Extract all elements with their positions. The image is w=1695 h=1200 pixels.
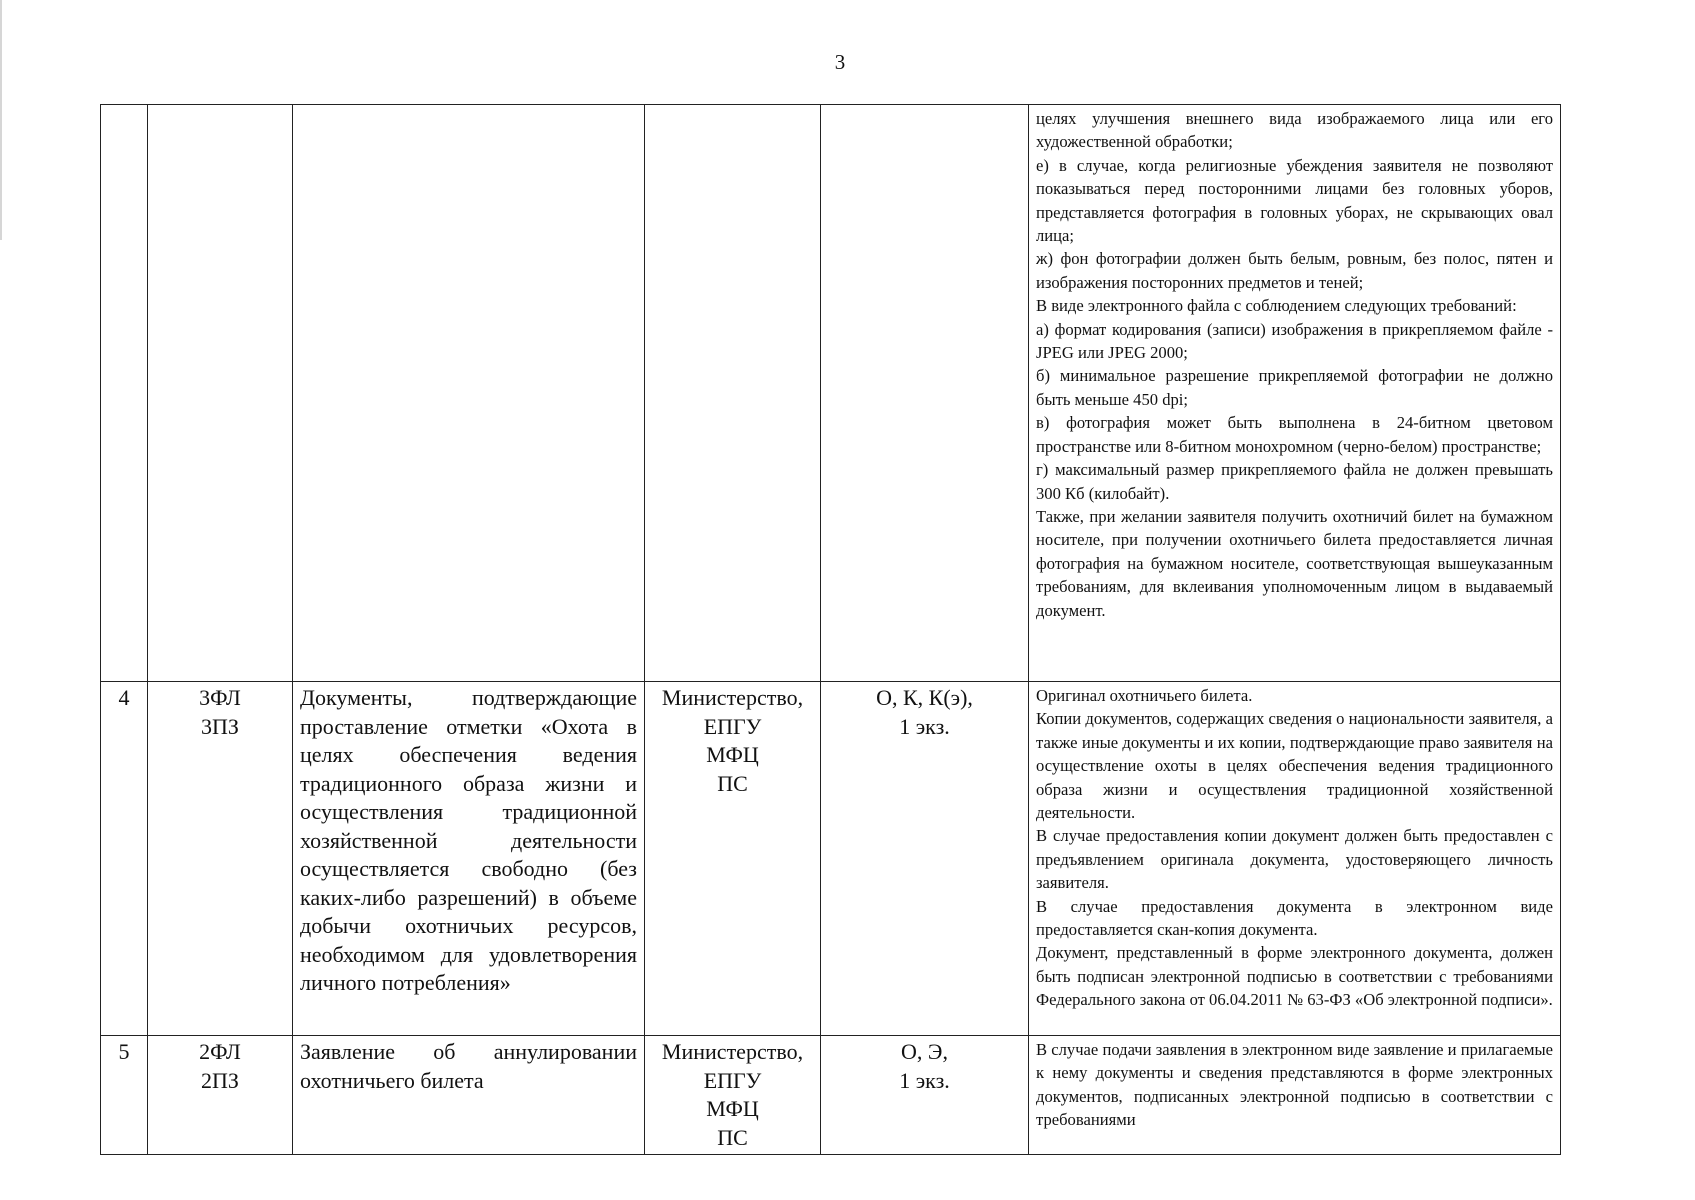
document-name-cell xyxy=(293,105,645,682)
row-number-cell: 4 xyxy=(101,682,148,1036)
form-line: 1 экз. xyxy=(899,713,950,739)
row-number-cell: 5 xyxy=(101,1036,148,1155)
table-row xyxy=(101,1036,1561,1155)
requirement-paragraph: е) в случае, когда религиозные убеждения заявителя не позволяют показываться перед посторонними лицами без головных уборов, представляется фотография в головных уборах, не скрывающих овал лица; xyxy=(1036,155,1553,246)
requirement-paragraph: В случае предоставления копии документ должен быть предоставлен с предъявлением оригинала документа, удостоверяющего личность заявителя. xyxy=(1036,826,1553,893)
row-number-cell xyxy=(101,105,148,682)
table-row xyxy=(101,682,1561,1036)
form-cell xyxy=(821,682,1029,1036)
requirement-paragraph: а) формат кодирования (записи) изображения в прикрепляемом файле - JPEG или JPEG 2000; xyxy=(1036,319,1553,363)
code-line: 2ФЛ xyxy=(199,1039,241,1064)
form-line: О, Э, xyxy=(901,1039,948,1064)
page-number: 3 xyxy=(834,50,846,74)
scan-edge-mark xyxy=(0,0,2,240)
requirement-paragraph: В случае предоставления документа в электронном виде предоставляется скан-копия документа. xyxy=(1036,896,1553,940)
table-row xyxy=(101,105,1561,682)
form-line: 1 экз. xyxy=(899,1067,950,1093)
code-line: 3ФЛ xyxy=(199,685,241,710)
requirements-cell xyxy=(1029,105,1561,682)
requirement-paragraph: в) фотография может быть выполнена в 24-битном цветовом пространстве или 8-битном монохромном (черно-белом) пространстве; xyxy=(1036,413,1553,456)
form-line: О, К, К(э), xyxy=(876,685,973,710)
code-line: 3ПЗ xyxy=(201,713,239,739)
source-line: ЕПГУ xyxy=(703,1067,762,1093)
code-cell xyxy=(148,682,293,1036)
requirements-cell xyxy=(1029,682,1561,1036)
source-line: Министерство, xyxy=(661,1039,804,1064)
documents-table xyxy=(100,104,1561,1155)
requirement-paragraph: Копии документов, содержащих сведения о национальности заявителя, а также иные документы и их копии, подтверждающие право заявителя на осуществление охоты в целях обеспечения ведения традиционного образа жизни и осуществления традиционной хозяйственной деятельности. xyxy=(1036,709,1553,823)
source-cell xyxy=(645,1036,821,1155)
source-line: ПС xyxy=(717,770,748,796)
code-cell xyxy=(148,1036,293,1155)
source-line: ЕПГУ xyxy=(703,713,762,739)
requirements-cell xyxy=(1029,1036,1561,1155)
source-cell xyxy=(645,105,821,682)
requirement-paragraph: б) минимальное разрешение прикрепляемой фотографии не должно быть меньше 450 dpi; xyxy=(1036,366,1553,409)
form-cell xyxy=(821,105,1029,682)
document-name-cell: Документы, подтверждающие проставление отметки «Охота в целях обеспечения ведения традиционного образа жизни и осуществления традиционной хозяйственной деятельности осуществляется свободно (без каких-либо разрешений) в объеме добычи охотничьих ресурсов, необходимом для удовлетворения личного потребления» xyxy=(293,682,645,1036)
source-line: МФЦ xyxy=(706,1096,759,1121)
source-line: Министерство, xyxy=(661,685,804,710)
source-cell xyxy=(645,682,821,1036)
document-name-cell: Заявление об аннулировании охотничьего билета xyxy=(293,1036,645,1155)
code-cell xyxy=(148,105,293,682)
requirement-paragraph: В виде электронного файла с соблюдением следующих требований: xyxy=(1036,296,1517,316)
source-line: МФЦ xyxy=(706,742,759,767)
source-line: ПС xyxy=(717,1124,748,1150)
requirement-paragraph: Оригинал охотничьего билета. xyxy=(1036,686,1253,705)
requirement-paragraph: ж) фон фотографии должен быть белым, ровным, без полос, пятен и изображения посторонних предметов и теней; xyxy=(1036,249,1553,292)
form-cell xyxy=(821,1036,1029,1155)
requirement-paragraph: Документ, представленный в форме электронного документа, должен быть подписан электронной подписью в соответствии с требованиями Федерального закона от 06.04.2011 № 63-ФЗ «Об электронной подписи». xyxy=(1036,943,1553,1010)
requirement-paragraph: г) максимальный размер прикрепляемого файла не должен превышать 300 Кб (килобайт). xyxy=(1036,460,1553,503)
requirement-paragraph: Также, при желании заявителя получить охотничий билет на бумажном носителе, при получении охотничьего билета предоставляется личная фотография на бумажном носителе, соответствующая вышеуказанным требованиям, для вклеивания уполномоченным лицом в выдаваемый документ. xyxy=(1036,506,1553,620)
code-line: 2ПЗ xyxy=(201,1067,239,1093)
requirement-paragraph: В случае подачи заявления в электронном виде заявление и прилагаемые к нему документы и сведения представляются в форме электронных документов, подписанных электронной подписью в соответствии с требованиями xyxy=(1036,1040,1553,1130)
requirement-paragraph: целях улучшения внешнего вида изображаемого лица или его художественной обработки; xyxy=(1036,109,1553,152)
